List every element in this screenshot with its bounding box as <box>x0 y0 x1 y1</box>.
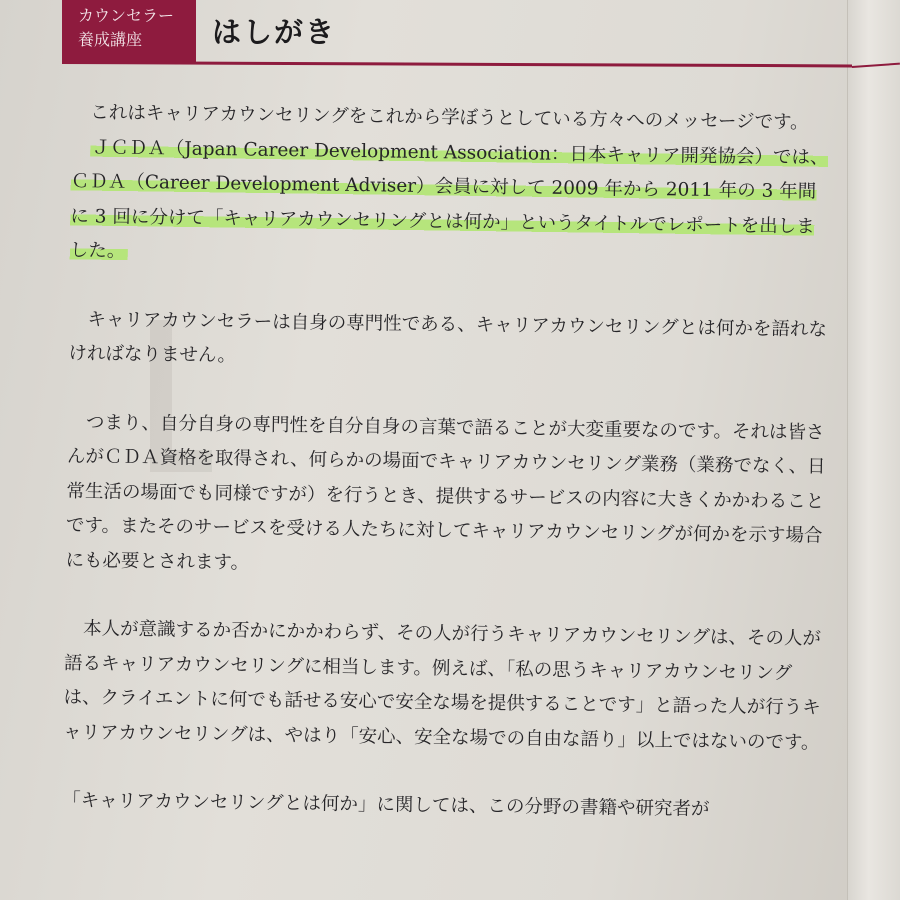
paragraph-expertise: つまり、自分自身の専門性を自分自身の言葉で語ることが大変重要なのです。それは皆さんがＣＤＡ資格を取得され、何らかの場面でキャリアカウンセリング業務（業務でなく、日常生活の場面でも同様ですが）を行うとき、提供するサービスの内容に大きくかかわることです。またそのサービスを受ける人たちに対してキャリアカウンセリングが何かを示す場合にも必要とされます。 <box>65 411 826 574</box>
header-rule <box>62 61 852 67</box>
paragraph-closing: 「キャリアカウンセリングとは何か」に関しては、この分野の書籍や研究者が <box>62 789 710 820</box>
highlighted-text: ＪＣＤＡ（Japan Career Development Association：日本キャリア開発協会）では、ＣＤＡ（Career Development Adviser）会員に対して 2009 年から 2011 年の 3 年間に 3 回に分けて「キャリアカウンセリングとは何か」というタイトルでレポートを出しました。 <box>69 136 829 262</box>
section-label-line1: カウンセラー <box>78 6 175 25</box>
paragraph-example: 本人が意識するか否かにかかわらず、その人が行うキャリアカウンセリングは、その人が語るキャリアカウンセリングに相当します。例えば、「私の思うキャリアカウンセリングは、クライエントに何でも話せる安心で安全な場を提供することです」と語った人が行うキャリアカウンセリングは、やはり「安心、安全な場での自由な語り」以上ではないのです。 <box>62 618 822 753</box>
page-title: はしがき <box>212 15 337 49</box>
body-text <box>62 96 832 829</box>
paragraph-jcda <box>70 130 832 279</box>
next-page-edge <box>847 0 900 900</box>
section-label <box>62 0 196 62</box>
paragraph-counselor: キャリアカウンセラーは自身の専門性である、キャリアカウンセリングとは何かを語れなければなりません。 <box>68 308 828 367</box>
section-label-line2: 養成講座 <box>78 30 143 49</box>
paragraph-intro: これはキャリアカウンセリングをこれから学ぼうとしている方々へのメッセージです。 <box>90 102 809 134</box>
